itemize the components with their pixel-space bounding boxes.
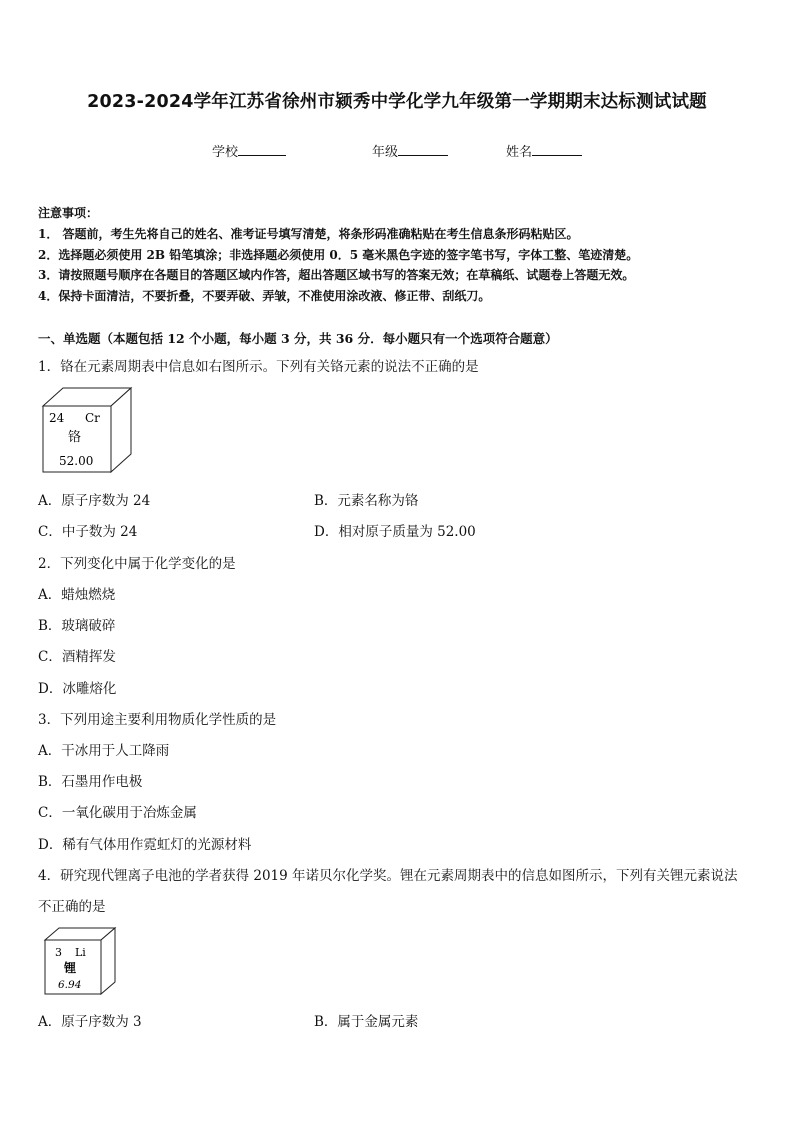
notice-heading: 注意事项： [38,206,99,220]
q3-option-a[interactable]: A．干冰用于人工降雨 [38,743,170,759]
q2-option-d[interactable]: D．冰雕熔化 [38,681,117,697]
q2-option-b[interactable]: B．玻璃破碎 [38,618,116,634]
element-name: 锂 [64,961,77,975]
school-blank[interactable] [238,142,286,156]
notice-item-3: 3．请按照题号顺序在各题目的答题区域内作答，超出答题区域书写的答案无效；在草稿纸、试题卷上答题无效。 [38,268,635,282]
chromium-element-card [40,386,134,474]
q4-option-a[interactable]: A．原子序数为 3 [38,1014,142,1030]
question-3-stem: 3．下列用途主要利用物质化学性质的是 [38,712,277,728]
q1-option-a[interactable]: A．原子序数为 24 [38,493,151,509]
element-mass: 52.00 [59,454,94,468]
school-label: 学校 [212,145,239,160]
q4-option-b[interactable]: B．属于金属元素 [314,1014,419,1030]
name-field[interactable] [506,141,582,160]
grade-field[interactable] [372,141,448,160]
question-4-stem-line-2: 不正确的是 [38,899,106,915]
q1-option-d[interactable]: D．相对原子质量为 52.00 [314,524,476,540]
question-4-stem-line-1: 4．研究现代锂离子电池的学者获得 2019 年诺贝尔化学奖。锂在元素周期表中的信息如图所示，下列有关锂元素说法 [38,868,738,884]
lithium-element-card [42,926,118,996]
notice-item-1: 1． 答题前，考生先将自己的姓名、准考证号填写清楚，将条形码准确粘贴在考生信息条形码粘贴区。 [38,227,579,241]
q2-option-c[interactable]: C．酒精挥发 [38,649,116,665]
question-2-stem: 2．下列变化中属于化学变化的是 [38,556,236,572]
element-number: 3 [55,946,62,959]
q2-option-a[interactable]: A．蜡烛燃烧 [38,587,116,603]
q1-option-b[interactable]: B．元素名称为铬 [314,493,419,509]
grade-blank[interactable] [398,142,448,156]
notice-item-4: 4．保持卡面清洁，不要折叠，不要弄破、弄皱，不准使用涂改液、修正带、刮纸刀。 [38,289,491,303]
element-mass: 6.94 [58,979,82,991]
q1-option-c[interactable]: C．中子数为 24 [38,524,138,540]
section-heading: 一、单选题（本题包括 12 个小题，每小题 3 分，共 36 分．每小题只有一个选项符合题意） [38,331,558,346]
q3-option-c[interactable]: C．一氧化碳用于冶炼金属 [38,805,197,821]
element-name: 铬 [68,430,82,445]
q3-option-b[interactable]: B．石墨用作电极 [38,774,143,790]
element-number: 24 [49,411,65,425]
question-1-stem: 1．铬在元素周期表中信息如右图所示。下列有关铬元素的说法不正确的是 [38,359,479,375]
grade-label: 年级 [372,145,399,160]
q3-option-d[interactable]: D．稀有气体用作霓虹灯的光源材料 [38,837,252,853]
school-field[interactable] [212,141,286,160]
name-label: 姓名 [506,145,533,160]
notice-item-2: 2．选择题必须使用 2B 铅笔填涂；非选择题必须使用 0．5 毫米黑色字迹的签字笔书写，字体工整、笔迹清楚。 [38,248,639,262]
page-title: 2023-2024学年江苏省徐州市颍秀中学化学九年级第一学期期末达标测试试题 [87,92,707,112]
element-symbol: Li [75,946,86,959]
name-blank[interactable] [532,142,582,156]
element-symbol: Cr [85,411,100,425]
